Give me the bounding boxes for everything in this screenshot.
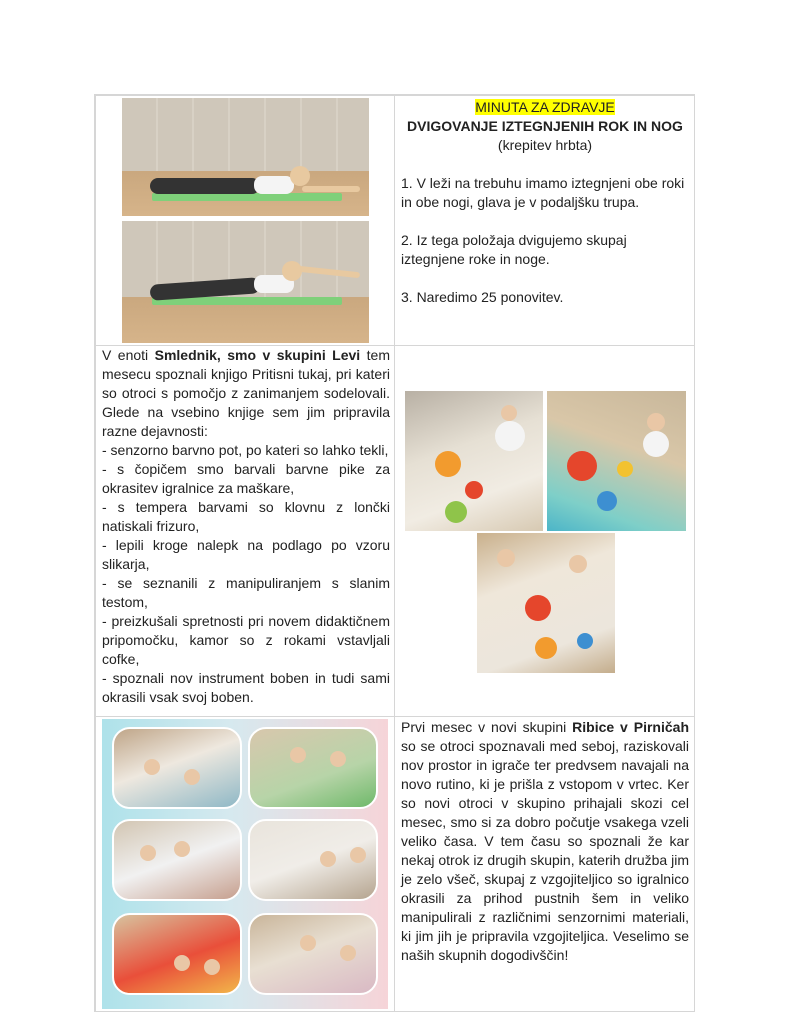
collage-photo	[112, 913, 242, 995]
exercise-step: 1. V leži na trebuhu imamo iztegnjeni obe roki in obe nogi, glava je v podaljšku trupa.	[401, 175, 685, 210]
collage-photo	[248, 727, 378, 809]
collage-photo	[112, 819, 242, 901]
group-ribice-photos-cell	[95, 716, 395, 1012]
exercise-step: 2. Iz tega položaja dvigujemo skupaj iztegnjene roke in noge.	[401, 232, 627, 267]
highlight-title: MINUTA ZA ZDRAVJE	[475, 99, 615, 115]
activity-item: - senzorno barvno pot, po kateri so lahko tekli,	[102, 442, 389, 458]
exercise-step: 3. Naredimo 25 ponovitev.	[401, 289, 564, 305]
activity-item: - preizkušali spretnosti pri novem didaktičnem pripomočku, kamor so z rokami vstavljali cofke,	[102, 613, 390, 667]
group-ribice-name: Ribice v Pirničah	[572, 719, 689, 735]
activity-item: - spoznali nov instrument boben in tudi sami okrasili vsak svoj boben.	[102, 670, 390, 705]
collage-photo	[248, 913, 378, 995]
group-levi-intro: V enoti Smlednik, smo v skupini Levi tem mesecu spoznali knjigo Pritisni tukaj, pri kateri so otroci s pomočjo z zanimanjem sodelovali. Glede na vsebino knjige sem jim pripravila razne dejavnosti:	[102, 347, 390, 439]
activity-item: - s tempera barvami so klovnu z lončki natiskali frizuro,	[102, 499, 390, 534]
collage-photo	[112, 727, 242, 809]
photo-collage	[102, 719, 388, 1009]
collage-photo	[248, 819, 378, 901]
group-levi-name: Smlednik, smo v skupini Levi	[154, 347, 361, 363]
exercise-photo-start	[122, 98, 369, 216]
activity-item: - lepili kroge nalepk na podlago po vzoru slikarja,	[102, 537, 390, 572]
exercise-instructions-cell	[394, 95, 695, 346]
children-stamping-photo	[547, 391, 686, 531]
activity-item: - s čopičem smo barvali barvne pike za okrasitev igralnice za maškare,	[102, 461, 390, 496]
group-ribice-paragraph: Prvi mesec v novi skupini Ribice v Pirničah so se otroci spoznavali med seboj, raziskovali nov prostor in igrače ter predvsem navajali na novo rutino, ki je prišla z vstopom v vrtec. Ker so novi otroci v skupino prihajali skozi cel mesec, smo si za dobro počutje vsakega vzeli veliko časa. V tem času so spoznali že kar nekaj otrok iz drugih skupin, katerih družba jim je zelo všeč, skupaj z vzgojiteljico so igralnico okrasili za prihod pustnih šem in veliko manipulirali z različnimi senzornimi materiali, ki jim jih je pripravila vzgojiteljica. Veselimo se naših skupnih dogodivščin!	[401, 719, 689, 963]
children-stickers-photo	[477, 533, 615, 673]
exercise-photos-cell	[95, 95, 395, 346]
exercise-subtitle: (krepitev hrbta)	[497, 137, 593, 153]
group-levi-text-cell	[95, 345, 395, 717]
group-ribice-text-cell	[394, 716, 695, 1012]
exercise-title: DVIGOVANJE IZTEGNJENIH ROK IN NOG	[407, 118, 683, 134]
children-painting-photo	[405, 391, 543, 531]
activity-item: - se seznanili z manipuliranjem s slanim testom,	[102, 575, 390, 610]
exercise-photo-raised	[122, 221, 369, 343]
content-table	[94, 94, 695, 1012]
group-levi-photos-cell	[394, 345, 695, 717]
